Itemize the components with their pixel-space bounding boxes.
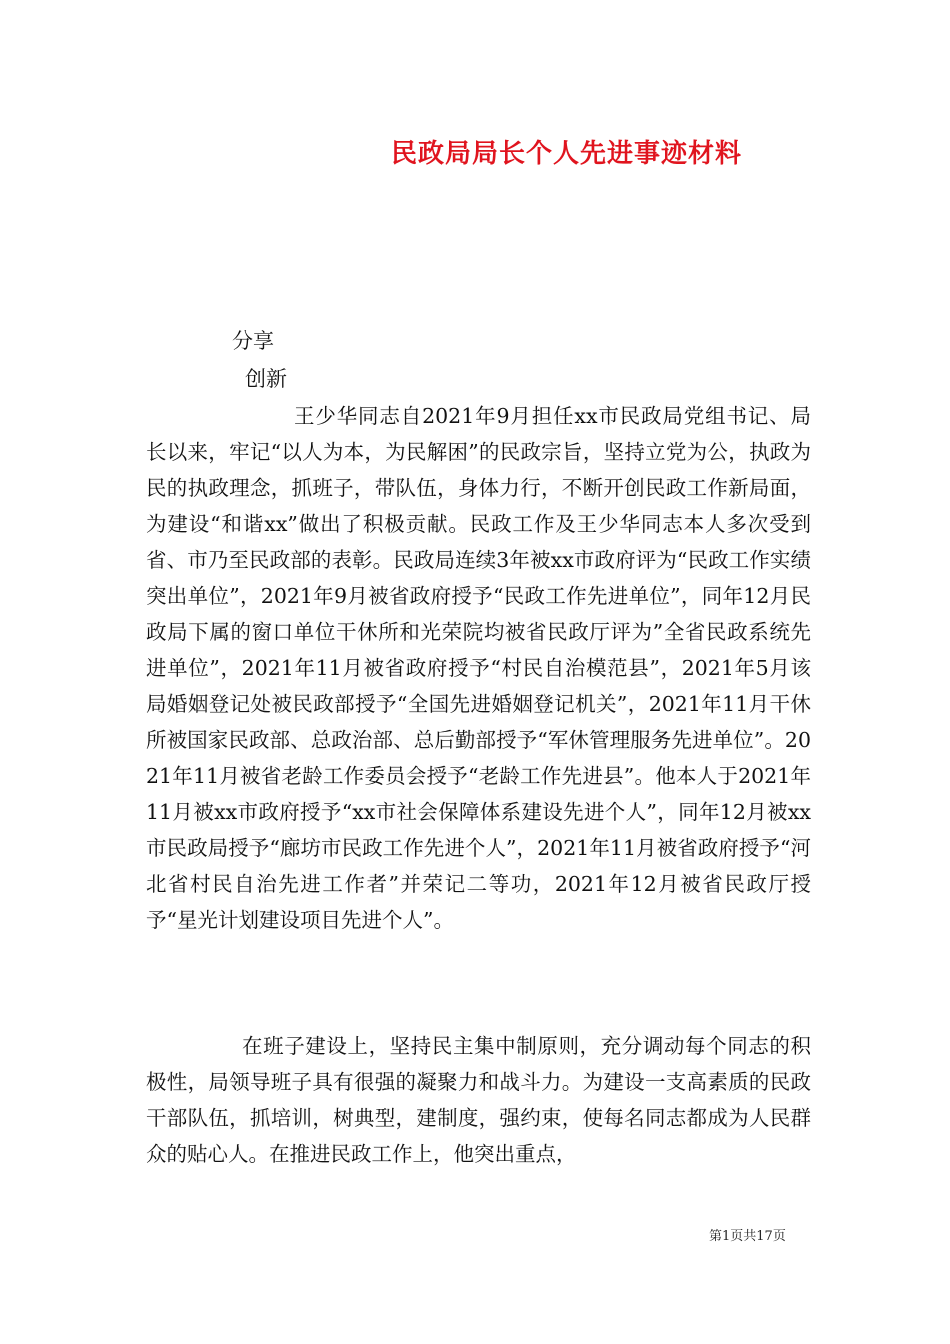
body-paragraph-1: 王少华同志自2021年9月担任xx市民政局党组书记、局长以来，牢记“以人为本，为民解困”的民政宗旨，坚持立党为公，执政为民的执政理念，抓班子，带队伍，身体力行，不断开创民政工作新局面，为建设“和谐xx”做出了积极贡献。民政工作及王少华同志本人多次受到省、市乃至民政部的表彰。民政局连续3年被xx市政府评为“民政工作实绩突出单位”，2021年9月被省政府授予“民政工作先进单位”，同年12月民政局下属的窗口单位干休所和光荣院均被省民政厅评为”全省民政系统先进单位”，2021年11月被省政府授予“村民自治模范县”，2021年5月该局婚姻登记处被民政部授予“全国先进婚姻登记机关”，2021年11月干休所被国家民政部、总政治部、总后勤部授予“军休管理服务先进单位”。2021年11月被省老龄工作委员会授予“老龄工作先进县”。他本人于2021年11月被xx市政府授予“xx市社会保障体系建设先进个人”，同年12月被xx市民政局授予“廊坊市民政工作先进个人”，2021年11月被省政府授予“河北省村民自治先进工作者”并荣记二等功，2021年12月被省民政厅授予“星光计划建设项目先进个人”。	[146, 404, 811, 932]
tag-share: 分享	[232, 329, 274, 353]
tag-innovate: 创新	[245, 367, 287, 391]
page-footer: 第1页共17页	[709, 1229, 786, 1244]
body-paragraph-2: 在班子建设上，坚持民主集中制原则，充分调动每个同志的积极性，局领导班子具有很强的凝聚力和战斗力。为建设一支高素质的民政干部队伍，抓培训，树典型，建制度，强约束，使每名同志都成为人民群众的贴心人。在推进民政工作上，他突出重点，	[146, 1034, 811, 1166]
document-title: 民政局局长个人先进事迹材料	[391, 139, 743, 169]
